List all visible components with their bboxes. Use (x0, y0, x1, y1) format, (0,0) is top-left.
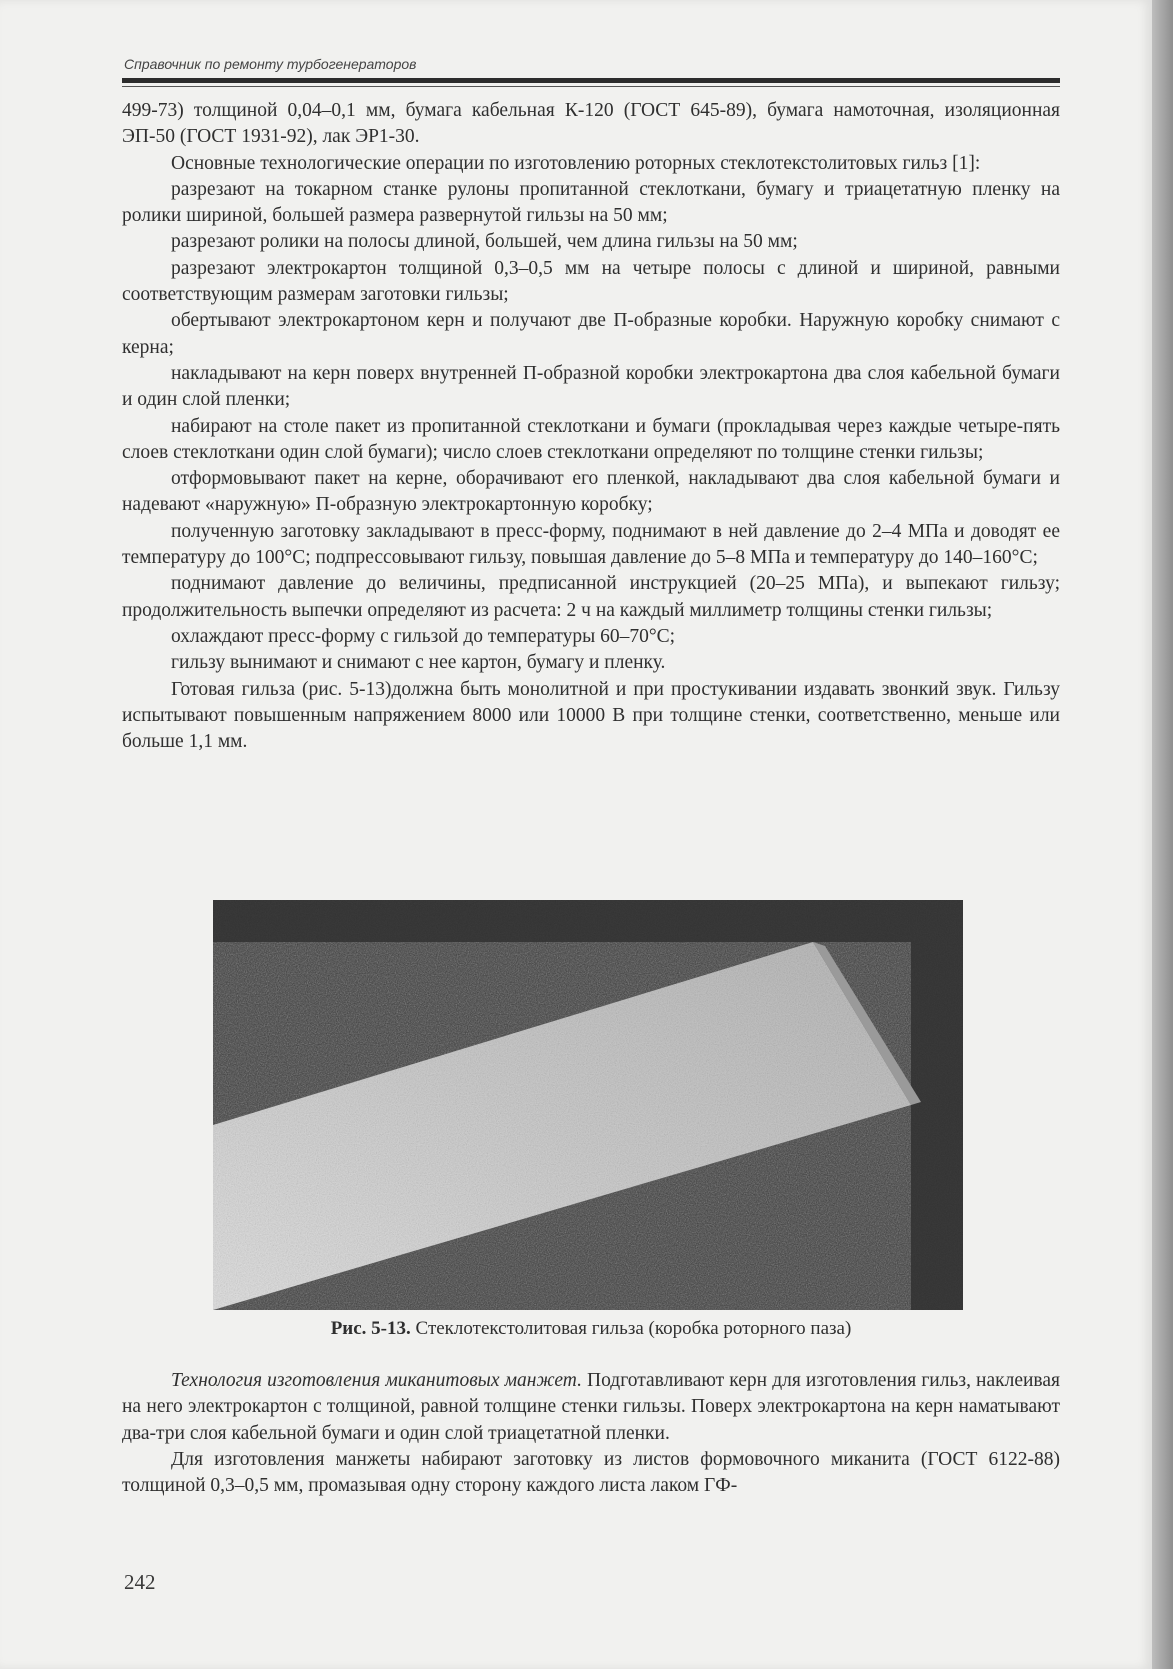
paragraph: поднимают давление до величины, предписанной инструкцией (20–25 МПа), и выпекают гильзу; продолжительность выпечки определяют из расчета: 2 ч на каждый миллиметр толщины стенки гильзы; (122, 573, 1060, 621)
paragraph: охлаждают пресс-форму с гильзой до температуры 60–70°С; (171, 625, 676, 647)
paragraph (122, 1368, 1060, 1447)
paragraph: разрезают электрокартон толщиной 0,3–0,5 мм на четыре полосы с длиной и шириной, равными соответствующим размерам заготовки гильзы; (122, 257, 1060, 306)
figure-number: Рис. 5-13. (330, 1318, 411, 1339)
paragraph: набирают на столе пакет из пропитанной стеклоткани и бумаги (прокладывая через каждые четыре-пять слоев стеклоткани один слой бумаги); число слоев стеклоткани определяют по толщине стенки гильзы; (122, 415, 1060, 463)
body-text-bottom (122, 1368, 1060, 1499)
paragraph: отформовывают пакет на керне, оборачивают его пленкой, накладывают два слоя кабельной бумаги и надевают «наружную» П-образную электрокартонную коробку; (122, 468, 1060, 516)
paragraph: накладывают на керн поверх внутренней П-образной коробки электрокартона два слоя кабельной бумаги и один слой пленки; (122, 362, 1060, 411)
figure-caption-text: Стеклотекстолитовая гильза (коробка роторного паза) (410, 1318, 852, 1339)
header-rule-thick (122, 78, 1060, 83)
paragraph: Готовая гильза (рис. 5-13)должна быть монолитной и при простукивании издавать звонкий звук. Гильзу испытывают повышенным напряжением 8000 или 10000 В при толщине стенки, соответственно, меньше или больше 1,1 мм. (122, 678, 1060, 753)
paragraph-text: Подготавливают керн для изготовления гильз, наклеивая на него электрокартон с толщиной, равной толщине стенки гильзы. Поверх электрокартона на керн наматывают два-три слоя кабельной бумаги и один слой триацетатной пленки. (122, 1370, 1060, 1444)
figure-photo (213, 900, 963, 1310)
paragraph: обертывают электрокартоном керн и получают две П-образные коробки. Наружную коробку снимают с керна; (122, 310, 1060, 358)
paragraph: Основные технологические операции по изготовлению роторных стеклотекстолитовых гильз [1]: (171, 152, 981, 174)
figure-caption (122, 1318, 1060, 1340)
header-rule-thin (122, 86, 1060, 87)
paragraph: полученную заготовку закладывают в пресс-форму, поднимают в ней давление до 2–4 МПа и доводят ее температуру до 100°С; подпрессовывают гильзу, повышая давление до 5–8 МПа и температуру до 140–160°С; (122, 520, 1060, 569)
running-head: Справочник по ремонту турбогенераторов (124, 56, 417, 72)
paragraph: гильзу вынимают и снимают с нее картон, бумагу и пленку. (171, 652, 666, 674)
paragraph: разрезают ролики на полосы длиной, большей, чем длина гильзы на 50 мм; (171, 231, 798, 253)
section-heading-inline: Технология изготовления миканитовых манжет. (171, 1370, 582, 1391)
body-text-top (122, 98, 1060, 755)
paragraph: 499-73) толщиной 0,04–0,1 мм, бумага кабельная К-120 (ГОСТ 645-89), бумага намоточная, изоляционная ЭП-50 (ГОСТ 1931-92), лак ЭР1-30. (122, 100, 1060, 148)
book-spine-shadow (1152, 0, 1173, 1669)
paragraph: разрезают на токарном станке рулоны пропитанной стеклоткани, бумагу и триацетатную пленку на ролики шириной, большей размера развернутой гильзы на 50 мм; (122, 178, 1060, 227)
fiberglass-sleeve-photo (213, 900, 963, 1310)
paragraph: Для изготовления манжеты набирают заготовку из листов формовочного миканита (ГОСТ 6122-88) толщиной 0,3–0,5 мм, промазывая одну сторону каждого листа лаком ГФ- (122, 1448, 1060, 1497)
page-number: 242 (124, 1570, 156, 1594)
